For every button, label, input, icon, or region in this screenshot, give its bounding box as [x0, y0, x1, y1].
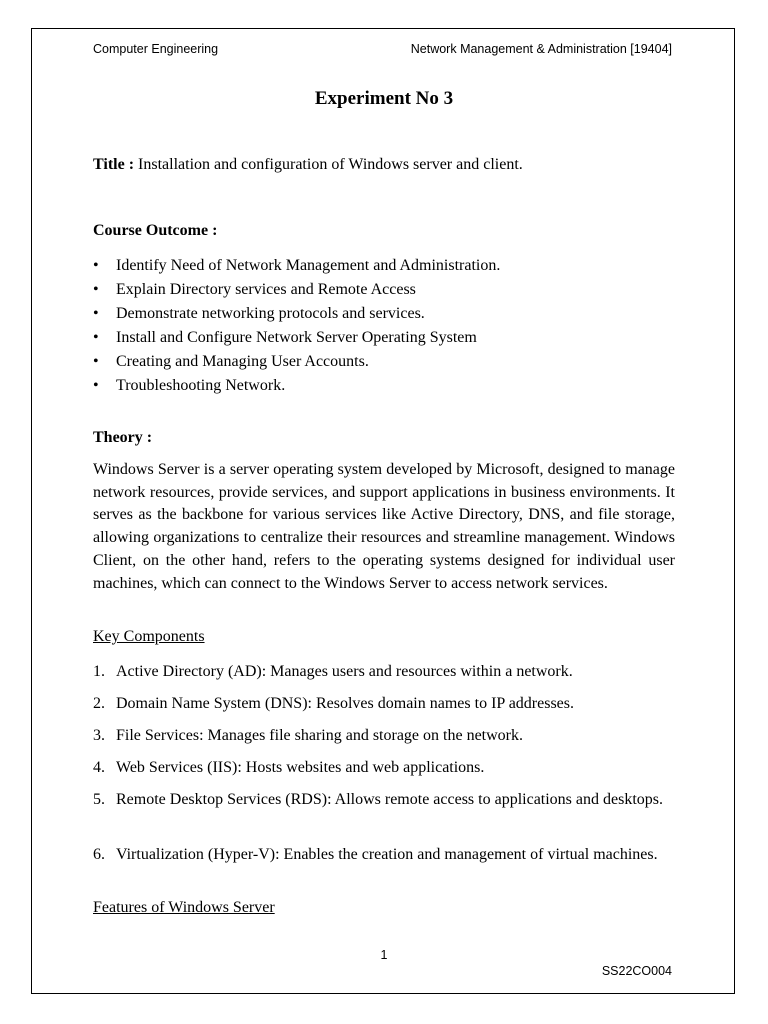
list-item-text: Remote Desktop Services (RDS): Allows remote access to applications and desktops.	[116, 791, 664, 808]
list-item-text: Virtualization (Hyper-V): Enables the creation and management of virtual machines.	[116, 846, 658, 863]
list-item	[93, 326, 683, 350]
list-item-text: Install and Configure Network Server Operating System	[116, 329, 477, 346]
list-item-text: Domain Name System (DNS): Resolves domain names to IP addresses.	[116, 695, 575, 712]
list-item-text: Identify Need of Network Management and Administration.	[116, 257, 501, 274]
list-item	[93, 724, 675, 747]
list-item-text: Explain Directory services and Remote Access	[116, 281, 416, 298]
list-item	[93, 302, 683, 326]
course-outcome-heading: Course Outcome :	[93, 222, 218, 239]
list-item	[93, 692, 675, 715]
key-components-heading: Key Components	[93, 628, 205, 645]
list-item	[93, 278, 683, 302]
roll-number: SS22CO004	[601, 964, 672, 978]
header-subject: Computer Engineering	[93, 42, 219, 56]
title-text: Installation and configuration of Windows server and client.	[138, 156, 523, 173]
title-line	[93, 156, 523, 174]
bullet-icon: •	[93, 305, 99, 322]
list-item	[93, 254, 683, 278]
bullet-icon: •	[93, 377, 99, 394]
list-number: 6.	[93, 846, 105, 863]
page-number: 1	[380, 948, 388, 962]
theory-heading: Theory :	[93, 429, 153, 446]
theory-paragraph: Windows Server is a server operating system developed by Microsoft, designed to manage network resources, provide services, and support applications in business environments. It serves as the backbone for various services like Active Directory, DNS, and file storage, allowing organizations to centralize their resources and streamline management. Windows Client, on the other hand, refers to the operating systems designed for individual user machines, which can connect to the Windows Server to access network services.	[93, 461, 675, 592]
list-number: 4.	[93, 759, 105, 776]
list-item	[93, 788, 675, 811]
features-heading: Features of Windows Server	[93, 899, 275, 916]
list-item	[93, 660, 675, 683]
list-item	[93, 756, 675, 779]
course-outcome-list	[93, 254, 683, 398]
list-item	[93, 350, 683, 374]
experiment-title: Experiment No 3	[314, 88, 454, 109]
bullet-icon: •	[93, 281, 99, 298]
list-item	[93, 843, 675, 866]
list-number: 5.	[93, 791, 105, 808]
list-item-text: File Services: Manages file sharing and storage on the network.	[116, 727, 523, 744]
list-number: 1.	[93, 663, 105, 680]
list-number: 2.	[93, 695, 105, 712]
list-item-text: Web Services (IIS): Hosts websites and web applications.	[116, 759, 485, 776]
title-label: Title :	[93, 156, 135, 173]
list-item-text: Active Directory (AD): Manages users and resources within a network.	[116, 663, 573, 680]
list-item-text: Demonstrate networking protocols and services.	[116, 305, 425, 322]
list-number: 3.	[93, 727, 105, 744]
header-course: Network Management & Administration [19404]	[410, 42, 672, 56]
list-item-text: Creating and Managing User Accounts.	[116, 353, 369, 370]
bullet-icon: •	[93, 257, 99, 274]
bullet-icon: •	[93, 353, 99, 370]
list-item-text: Troubleshooting Network.	[116, 377, 286, 394]
bullet-icon: •	[93, 329, 99, 346]
list-item	[93, 374, 683, 398]
